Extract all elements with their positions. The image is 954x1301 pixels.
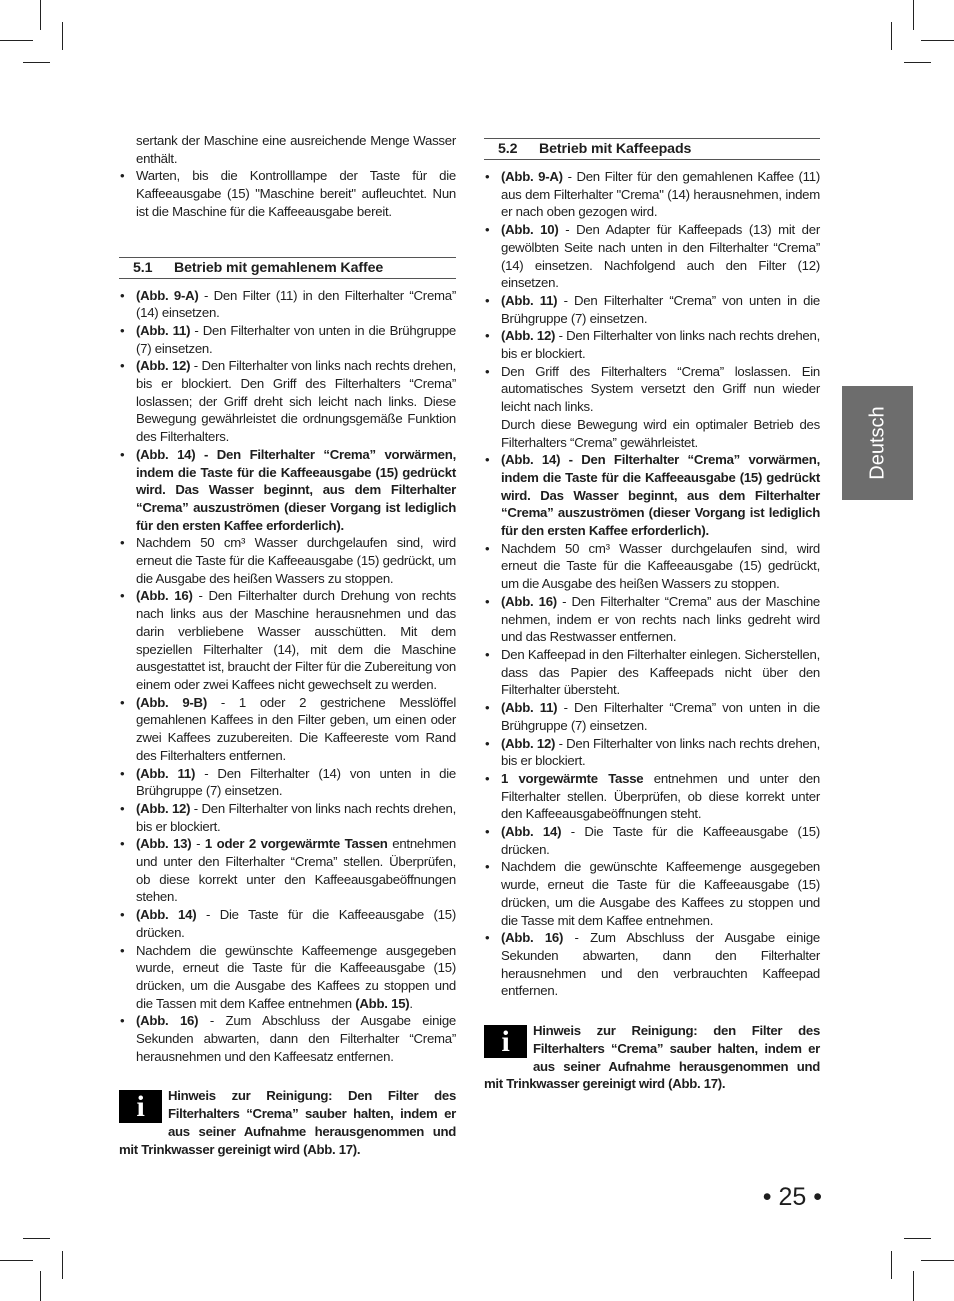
section-heading-5-1 <box>119 257 456 279</box>
crop-mark <box>891 22 892 50</box>
section-number: 5.2 <box>498 141 518 157</box>
list-item: • (Abb. 14) - Den Filterhalter “Crema” vorwärmen, indem die Taste für die Kaffeeausgabe (15) gedrückt wird. Das Wasser beginnt, aus dem Filterhalter “Crema” auszuströmen (dieser Vorgang ist lediglich für den ersten Kaffee erforderlich). <box>484 451 820 540</box>
list-item: • Den Kaffeepad in den Filterhalter einlegen. Sicherstellen, dass das Papier des Kaffeepads nicht über den Filterhalter übersteht. <box>484 646 820 699</box>
list-item: • (Abb. 11) - Den Filterhalter “Crema” von unten in die Brühgruppe (7) einsetzen. <box>484 292 820 327</box>
list-item: • (Abb. 9-A) - Den Filter (11) in den Filterhalter “Crema” (14) einsetzen. <box>119 287 456 322</box>
crop-mark <box>891 1251 892 1279</box>
crop-mark <box>913 0 914 30</box>
list-item: • (Abb. 13) - 1 oder 2 vorgewärmte Tassen entnehmen und unter den Filterhalter “Crema” stellen. Überprüfen, ob diese korrekt unter den Kaffeeausgabeöffnungen stehen. <box>119 835 456 906</box>
page-number: • 25 • <box>762 1183 822 1211</box>
crop-mark <box>913 1271 914 1301</box>
list-item: • (Abb. 14) - Den Filterhalter “Crema” vorwärmen, indem die Taste für die Kaffeeausgabe (15) gedrückt wird. Das Wasser beginnt, aus dem Filterhalter “Crema” auszuströmen (dieser Vorgang ist lediglich für den ersten Kaffee erforderlich). <box>119 446 456 535</box>
list-item: • (Abb. 12) - Den Filterhalter von links nach rechts drehen, bis er blockiert. Den Griff des Filterhalters “Crema” loslassen; der Griff dreht sich leicht nach links. Diese Bewegung gewährleistet die ordnungsgemäße Funktion des Filterhalters. <box>119 357 456 446</box>
list-item: • (Abb. 11) - Den Filterhalter (14) von unten in die Brühgruppe (7) einsetzen. <box>119 765 456 800</box>
list-item: • (Abb. 12) - Den Filterhalter von links nach rechts drehen, bis er blockiert. <box>484 327 820 362</box>
section-heading-5-2 <box>484 138 820 160</box>
info-icon: i <box>119 1090 162 1123</box>
right-column <box>484 132 820 1093</box>
steps-list <box>484 168 820 1000</box>
list-item: • Nachdem 50 cm³ Wasser durchgelaufen sind, wird erneut die Taste für die Kaffeeausgabe (15) gedrückt, um die Ausgabe des heißen Wassers zu stoppen. <box>484 540 820 593</box>
list-item: • (Abb. 11) - Den Filterhalter von unten in die Brühgruppe (7) einsetzen. <box>119 322 456 357</box>
note-text: Hinweis zur Reinigung: den Filter des Filterhalters “Crema” sauber halten, indem er aus seiner Aufnahme herausgenommen und mit Trinkwasser gereinigt wird (Abb. 17). <box>484 1023 820 1092</box>
crop-mark <box>23 1238 50 1239</box>
list-item: • Den Griff des Filterhalters “Crema” loslassen. Ein automatisches System versetzt den Griff nun wieder leicht nach links. Durch diese Bewegung wird ein optimaler Betrieb des Filterhalters “Crema” gewährleistet. <box>484 363 820 452</box>
crop-mark <box>62 1251 63 1279</box>
cleaning-note <box>119 1087 456 1158</box>
list-item: • Nachdem 50 cm³ Wasser durchgelaufen sind, wird erneut die Taste für die Kaffeeausgabe (15) gedrückt, um die Ausgabe des heißen Wassers zu stoppen. <box>119 534 456 587</box>
list-item: • Nachdem die gewünschte Kaffeemenge ausgegeben wurde, erneut die Taste für die Kaffeeausgabe (15) drücken, um die Ausgabe des Kaffees zu stoppen und die Tasse mit dem Kaffee entnehmen. <box>484 858 820 929</box>
crop-mark <box>40 1271 41 1301</box>
cleaning-note <box>484 1022 820 1093</box>
intro-list <box>119 167 456 220</box>
list-item: • (Abb. 9-A) - Den Filter für den gemahlenen Kaffee (11) aus dem Filterhalter "Crema" (14) herausnehmen, indem er nach oben gezogen wird. <box>484 168 820 221</box>
crop-mark <box>0 40 33 41</box>
note-text: Hinweis zur Reinigung: Den Filter des Filterhalters “Crema” sauber halten, indem er aus seiner Aufnahme herausgenommen und mit Trinkwasser gereinigt wird (Abb. 17). <box>119 1088 456 1157</box>
crop-mark <box>62 22 63 50</box>
section-title: Betrieb mit gemahlenem Kaffee <box>174 259 384 276</box>
language-tab-label: Deutsch <box>866 406 888 480</box>
list-item: • (Abb. 14) - Die Taste für die Kaffeeausgabe (15) drücken. <box>484 823 820 858</box>
crop-mark <box>23 62 50 63</box>
steps-list <box>119 287 456 1066</box>
crop-mark <box>0 1260 33 1261</box>
list-item: • (Abb. 16) - Den Filterhalter “Crema” aus der Maschine nehmen, indem er von rechts nach links gedreht wird und das Restwasser entfernen. <box>484 593 820 646</box>
list-item: • (Abb. 16) - Zum Abschluss der Ausgabe einige Sekunden abwarten, dann den Filterhalter herausnehmen und den verbrauchten Kaffeepad entfernen. <box>484 929 820 1000</box>
list-item: • (Abb. 12) - Den Filterhalter von links nach rechts drehen, bis er blockiert. <box>119 800 456 835</box>
list-item: • (Abb. 16) - Zum Abschluss der Ausgabe einige Sekunden abwarten, dann den Filterhalter “Crema” herausnehmen und den Kaffeesatz entfernen. <box>119 1012 456 1065</box>
info-icon: i <box>484 1025 527 1058</box>
list-item: • Nachdem die gewünschte Kaffeemenge ausgegeben wurde, erneut die Taste für die Kaffeeausgabe (15) drücken, um die Ausgabe des Kaffees zu stoppen und die Tassen mit dem Kaffee entnehmen (Abb. 15). <box>119 942 456 1013</box>
left-column <box>119 132 456 1159</box>
list-item: • (Abb. 11) - Den Filterhalter “Crema” von unten in die Brühgruppe (7) einsetzen. <box>484 699 820 734</box>
list-item: • (Abb. 12) - Den Filterhalter von links nach rechts drehen, bis er blockiert. <box>484 735 820 770</box>
list-item: • (Abb. 16) - Den Filterhalter durch Drehung von rechts nach links aus der Maschine herausnehmen und das darin verbliebene Wasser ausschütten. Mit dem speziellen Filterhalter (14), mit dem die Maschine ausgestattet ist, braucht der Filter für die Zubereitung von einem oder zwei Kaffees nicht gewechselt zu werden. <box>119 587 456 693</box>
language-tab <box>842 386 913 500</box>
crop-mark <box>904 62 931 63</box>
crop-mark <box>40 0 41 30</box>
list-item: • (Abb. 14) - Die Taste für die Kaffeeausgabe (15) drücken. <box>119 906 456 941</box>
list-item: • (Abb. 9-B) - 1 oder 2 gestrichene Messlöffel gemahlenen Kaffees in den Filter geben, um einen oder zwei Kaffees zuzubereiten. Die Kaffeereste vom Rand des Filterhalters entfernen. <box>119 694 456 765</box>
list-item: • 1 vorgewärmte Tasse entnehmen und unter den Filterhalter stellen. Überprüfen, ob diese korrekt unter den Kaffeeausgabeöffnungen steht. <box>484 770 820 823</box>
list-item: • Warten, bis die Kontrolllampe der Taste für die Kaffeeausgabe (15) "Maschine bereit" aufleuchtet. Nun ist die Maschine für die Kaffeeausgabe bereit. <box>119 167 456 220</box>
section-number: 5.1 <box>133 259 153 276</box>
section-title: Betrieb mit Kaffeepads <box>539 141 692 157</box>
list-item: • (Abb. 10) - Den Adapter für Kaffeepads (13) mit der gewölbten Seite nach unten in den Filterhalter “Crema” (14) einsetzen. Nachfolgend auch den Filter (12) einsetzen. <box>484 221 820 292</box>
crop-mark <box>904 1238 931 1239</box>
crop-mark <box>921 1260 954 1261</box>
continued-text: sertank der Maschine eine ausreichende Menge Wasser enthält. <box>136 133 456 166</box>
crop-mark <box>921 40 954 41</box>
